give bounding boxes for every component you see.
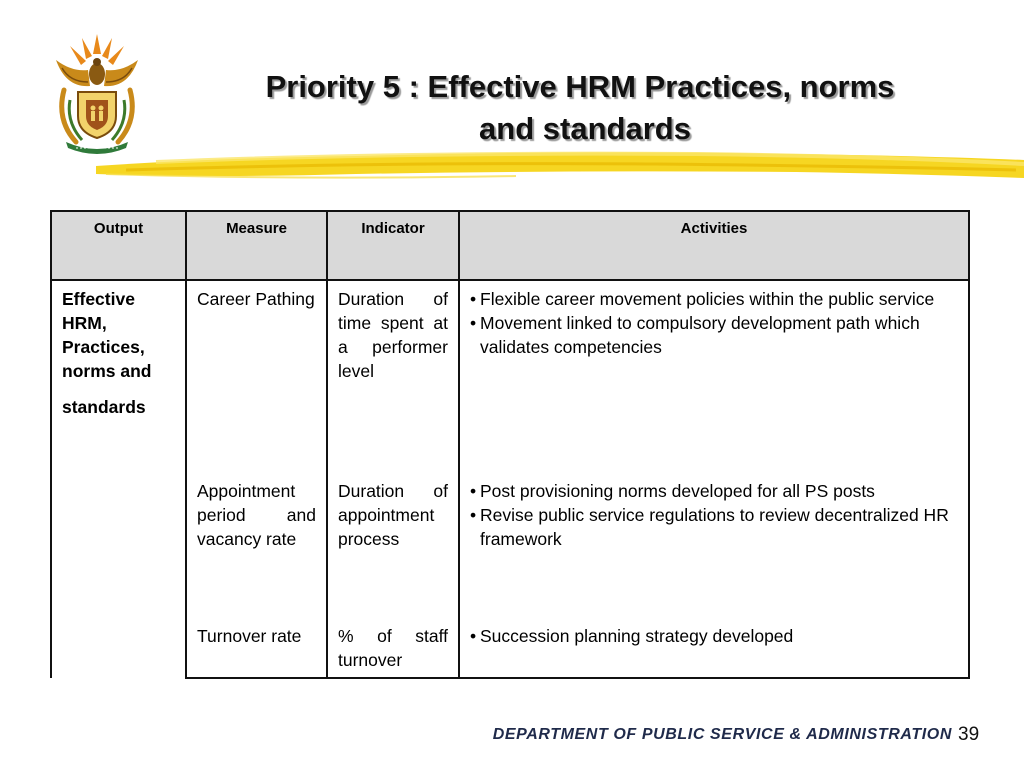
title-line-2: and standards [479, 111, 691, 146]
header-measure: Measure [186, 211, 327, 280]
activities-cell [459, 280, 969, 473]
footer-department: DEPARTMENT OF PUBLIC SERVICE & ADMINISTRATION [492, 726, 952, 743]
title-prefix: Priority 5 : [265, 69, 428, 104]
bullet-icon: • [470, 313, 477, 333]
priority-table [50, 210, 970, 679]
indicator-cell: % of staff turnover [327, 618, 459, 678]
bullet-icon: • [470, 504, 477, 525]
output-line: norms and [62, 361, 152, 381]
bullet-icon: • [470, 289, 477, 309]
header-indicator: Indicator [327, 211, 459, 280]
activity-item [470, 287, 958, 311]
activity-item [470, 479, 958, 503]
bullet-icon: • [470, 480, 477, 501]
output-line: Effective [62, 289, 135, 309]
measure-cell: Appointment period and vacancy rate [186, 473, 327, 618]
activity-text: Post provisioning norms developed for all PS posts [480, 480, 875, 501]
slide-title [160, 66, 1000, 150]
activities-cell [459, 618, 969, 678]
page-number: 39 [958, 724, 980, 745]
output-cell [51, 280, 186, 678]
activity-item [470, 503, 958, 551]
activity-text: Succession planning strategy developed [480, 626, 794, 647]
output-line: Practices, [62, 337, 145, 357]
measure-cell: Career Pathing [186, 280, 327, 473]
activity-text: Revise public service regulations to review decentralized HR framework [480, 504, 949, 549]
activity-text: Movement linked to compulsory development path which validates competencies [480, 313, 920, 357]
indicator-cell: Duration of appointment process [327, 473, 459, 618]
coat-of-arms-logo [46, 30, 148, 158]
activity-text: Flexible career movement policies within the public service [480, 289, 935, 309]
yellow-brush-stroke [96, 140, 1024, 190]
activity-item [470, 311, 958, 359]
output-line: HRM, [62, 313, 107, 333]
bullet-icon: • [470, 626, 477, 647]
header-activities: Activities [459, 211, 969, 280]
activity-item [470, 624, 958, 648]
activities-cell [459, 473, 969, 618]
header-output: Output [51, 211, 186, 280]
output-line: standards [62, 397, 146, 417]
measure-cell: Turnover rate [186, 618, 327, 678]
indicator-cell: Duration of time spent at a performer level [327, 280, 459, 473]
title-emphasis: Effective HRM Practices, norms [427, 69, 895, 104]
